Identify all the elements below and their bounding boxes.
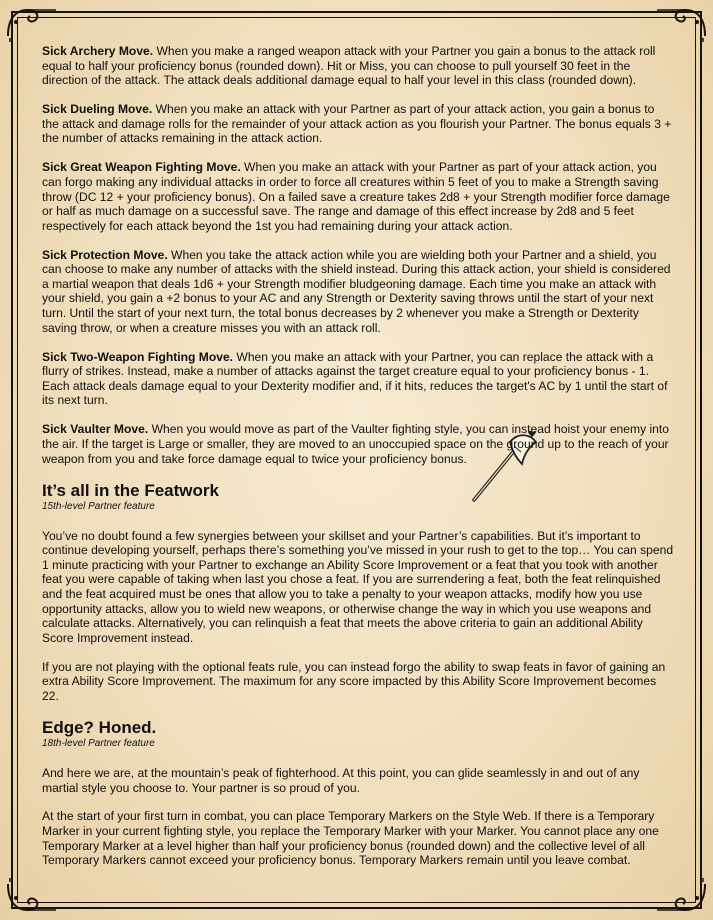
- move-archery: [42, 44, 674, 88]
- move-title: Sick Two-Weapon Fighting Move.: [42, 349, 234, 364]
- move-title: Sick Great Weapon Fighting Move.: [42, 160, 241, 175]
- move-title: Sick Archery Move.: [42, 44, 154, 58]
- move-text: When you make a ranged weapon attack with your Partner you gain a bonus to the attack roll equal to half your proficiency bonus (rounded down). Hit or Miss, you can choose to pull yourself 30 feet in the direction of the attack. The attack deals additional damage equal to half your level in this class (rounded down).: [42, 44, 656, 88]
- featwork-paragraph-2: If you are not playing with the optional feats rule, you can instead forgo the ability to swap feats in favor of gaining an extra Ability Score Improvement. The maximum for any score impacted by this Ability Score Improvement becomes 22.: [42, 659, 666, 703]
- corner-flourish-top-left: [2, 2, 58, 42]
- move-vaulter: [42, 422, 674, 466]
- move-title: Sick Dueling Move.: [42, 102, 153, 117]
- move-text: When you make an attack with your Partner as part of your attack action, you can forgo making any individual attacks in order to force all creatures within 5 feet of you to make a Strength saving throw (DC 12 + your proficiency bonus). On a failed save a creature takes 2d8 + your Strength modifier force damage or half as much damage on a successful save. The range and damage of this effect increase by 2d8 and 5 feet respectively for each attack beyond the 1st you had remaining during your attack action.: [42, 160, 670, 233]
- featwork-subtitle: 15th-level Partner feature: [42, 500, 155, 512]
- move-text: When you take the attack action while you are wielding both your Partner and a shield, you can choose to make any number of attacks with the shield instead. During this attack action, your shield is considered a martial weapon that deals 1d6 + your Strength modifier bludgeoning damage. Each time you make an attack with your shield, you gain a +2 bonus to your AC and any Strength or Dexterity saving throws until the start of your next turn. Until the start of your next turn, the total bonus decreases by 2 whenever you make a Strength or Dexterity saving throw, or when a creature misses you with an attack roll.: [42, 247, 671, 335]
- featwork-heading: It’s all in the Featwork: [42, 480, 219, 500]
- move-text: When you make an attack with your Partner, you can replace the attack with a flurry of strikes. Instead, make a number of attacks against the target creature equal to your proficiency bonus - 1. Each attack deals damage equal to your Dexterity modifier and, if it hits, reduces the target's AC by 1 until the start of its next turn.: [42, 349, 668, 408]
- move-dueling: [42, 102, 674, 146]
- page-content: [42, 44, 674, 882]
- move-great-weapon: [42, 160, 674, 233]
- move-text: When you make an attack with your Partner as part of your attack action, you gain a bonus to the attack and damage rolls for the remainder of your attack action as you flourish your Partner. The bonus equals 3 + the number of attacks remaining in the attack action.: [42, 102, 672, 146]
- move-title: Sick Vaulter Move.: [42, 422, 149, 437]
- move-protection: [42, 248, 674, 336]
- honed-paragraph-2: At the start of your first turn in combat, you can place Temporary Markers on the Style Web. If there is a Temporary Marker in your current fighting style, you replace the Temporary Marker with your Marker. You cannot place any one Temporary Marker at a level higher than half your proficiency bonus (rounded down) and the collective level of all Temporary Markers cannot exceed your proficiency bonus. Temporary Markers remain until you leave combat.: [42, 809, 659, 868]
- move-title: Sick Protection Move.: [42, 247, 168, 262]
- honed-heading: Edge? Honed.: [42, 717, 157, 737]
- corner-flourish-bottom-right: [655, 878, 711, 918]
- corner-flourish-bottom-left: [2, 878, 58, 918]
- honed-paragraph-1: And here we are, at the mountain’s peak of fighterhood. At this point, you can glide seamlessly in and out of any martial style you choose to. Your partner is so proud of you.: [42, 765, 640, 795]
- move-two-weapon: [42, 350, 674, 408]
- honed-subtitle: 18th-level Partner feature: [42, 737, 155, 749]
- move-text: When you would move as part of the Vaulter fighting style, you can instead hoist your enemy into the air. If the target is Large or smaller, they are moved to an unoccupied space on the ground up to the reach of your weapon from you and take force damage equal to twice your proficiency bonus.: [42, 422, 669, 466]
- corner-flourish-top-right: [655, 2, 711, 42]
- featwork-paragraph-1: You’ve no doubt found a few synergies between your skillset and your Partner’s capabilities. But it’s important to continue developing yourself, perhaps there’s something you’ve missed in your rush to get to the top… You can spend 1 minute practicing with your Partner to exchange an Ability Score Improvement or a feat that you took with another feat you were capable of taking when last you chose a feat. If you are surrendering a feat, both the feat relinquished and the feat acquired must be ones that allow you to take a penalty to your weapon attacks, modify how you use opportunity attacks, allow you to wield new weapons, or otherwise change the way in which you use weapons and calculate attacks. Alternatively, you can relinquish a feat that meets the above criteria to gain an additional Ability Score Improvement instead.: [42, 528, 674, 645]
